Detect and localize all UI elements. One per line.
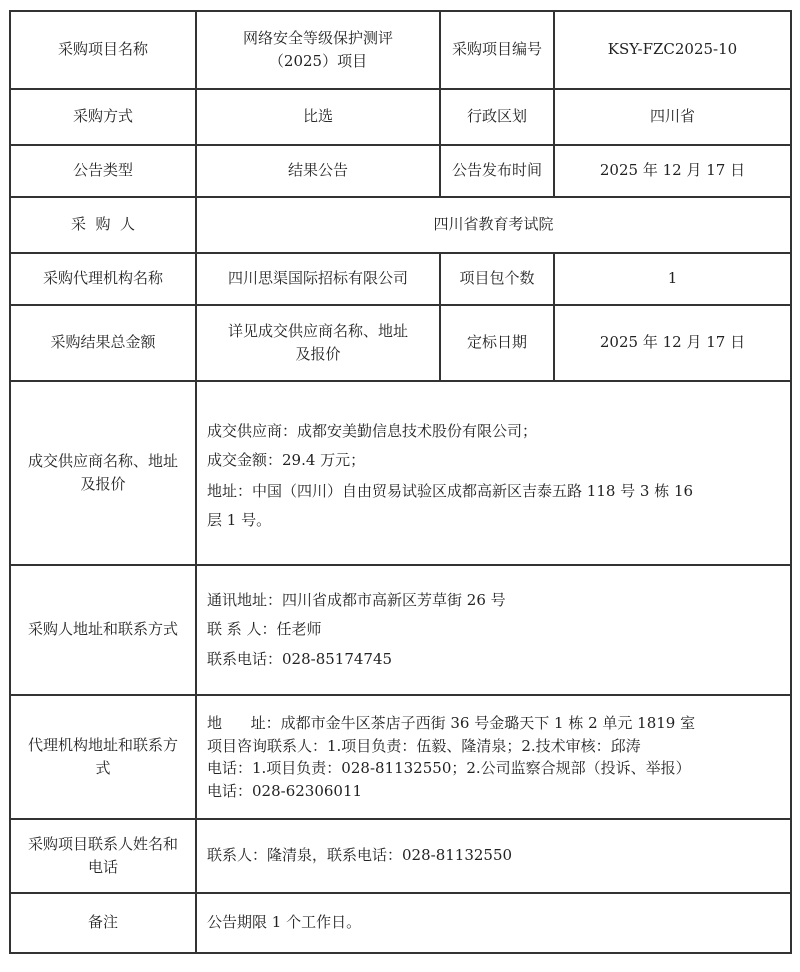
agency-address: 地 址：成都市金牛区茶店子西街 36 号金璐天下 1 栋 2 单元 1819 室 (207, 714, 696, 732)
agency-value: 四川思渠国际招标有限公司 (196, 253, 440, 305)
table-row (10, 11, 791, 89)
table-row (10, 893, 791, 953)
project-no-label: 采购项目编号 (440, 11, 554, 89)
total-value-line-1: 详见成交供应商名称、地址 (227, 321, 408, 340)
table-row (10, 381, 791, 565)
agency-label: 采购代理机构名称 (10, 253, 196, 305)
purchaser-person: 联 系 人：任老师 (207, 620, 322, 639)
table-row (10, 695, 791, 819)
agency-contact-label-line-1: 代理机构地址和联系方 (27, 735, 178, 754)
award-date-label: 定标日期 (440, 305, 554, 381)
supplier-amount: 成交金额：29.4 万元； (207, 450, 366, 469)
award-date-value: 2025 年 12 月 17 日 (554, 305, 791, 381)
procurement-result-table (9, 10, 792, 954)
supplier-label-line-2: 及报价 (80, 475, 126, 493)
publish-time-label: 公告发布时间 (440, 145, 554, 197)
table-row (10, 305, 791, 381)
purchaser-value: 四川省教育考试院 (196, 197, 791, 253)
region-value: 四川省 (554, 89, 791, 145)
region-label: 行政区划 (440, 89, 554, 145)
purchaser-label: 采 购 人 (10, 197, 196, 253)
supplier-address-line-2: 层 1 号。 (207, 511, 272, 530)
purchaser-phone: 联系电话：028-85174745 (207, 649, 393, 668)
agency-contact-label-line-2: 式 (95, 759, 111, 777)
table-row (10, 565, 791, 695)
project-no-value: KSY-FZC2025-10 (554, 11, 791, 89)
purchaser-address: 通讯地址：四川省成都市高新区芳草街 26 号 (207, 591, 506, 610)
notice-type-label: 公告类型 (10, 145, 196, 197)
supplier-name: 成交供应商：成都安美勤信息技术股份有限公司； (207, 421, 538, 440)
method-value: 比选 (196, 89, 440, 145)
project-contact-value: 联系人：隆清泉，联系电话：028-81132550 (196, 819, 791, 893)
table-row (10, 253, 791, 305)
project-name-value (196, 11, 440, 89)
agency-contact-label (10, 695, 196, 819)
project-name-line-2: （2025）项目 (268, 52, 368, 70)
total-value (196, 305, 440, 381)
purchaser-contact-details (196, 565, 791, 695)
remark-value: 公告期限 1 个工作日。 (196, 893, 791, 953)
project-name-line-1: 网络安全等级保护测评 (242, 28, 393, 47)
agency-phone-line-1: 电话：1.项目负责：028-81132550；2.公司监察合规部（投诉、举报） (207, 759, 691, 777)
notice-type-value: 结果公告 (196, 145, 440, 197)
project-contact-label (10, 819, 196, 893)
remark-label: 备注 (10, 893, 196, 953)
table-row (10, 89, 791, 145)
table-row (10, 819, 791, 893)
total-value-line-2: 及报价 (295, 345, 341, 363)
supplier-details (196, 381, 791, 565)
project-contact-label-line-2: 电话 (87, 858, 118, 876)
project-contact-label-line-1: 采购项目联系人姓名和 (27, 834, 178, 853)
publish-time-value: 2025 年 12 月 17 日 (554, 145, 791, 197)
procurement-result-document (9, 10, 790, 961)
supplier-label-line-1: 成交供应商名称、地址 (27, 451, 178, 470)
package-count-label: 项目包个数 (440, 253, 554, 305)
table-row (10, 145, 791, 197)
total-label: 采购结果总金额 (10, 305, 196, 381)
table-row (10, 197, 791, 253)
method-label: 采购方式 (10, 89, 196, 145)
supplier-label (10, 381, 196, 565)
agency-consult: 项目咨询联系人：1.项目负责：伍毅、隆清泉；2.技术审核：邱涛 (207, 736, 641, 755)
supplier-address-line-1: 地址：中国（四川）自由贸易试验区成都高新区吉泰五路 118 号 3 栋 16 (207, 482, 694, 500)
agency-phone-line-2: 电话：028-62306011 (207, 781, 363, 800)
project-name-label: 采购项目名称 (10, 11, 196, 89)
purchaser-contact-label: 采购人地址和联系方式 (10, 565, 196, 695)
agency-contact-details (196, 695, 791, 819)
package-count-value: 1 (554, 253, 791, 305)
